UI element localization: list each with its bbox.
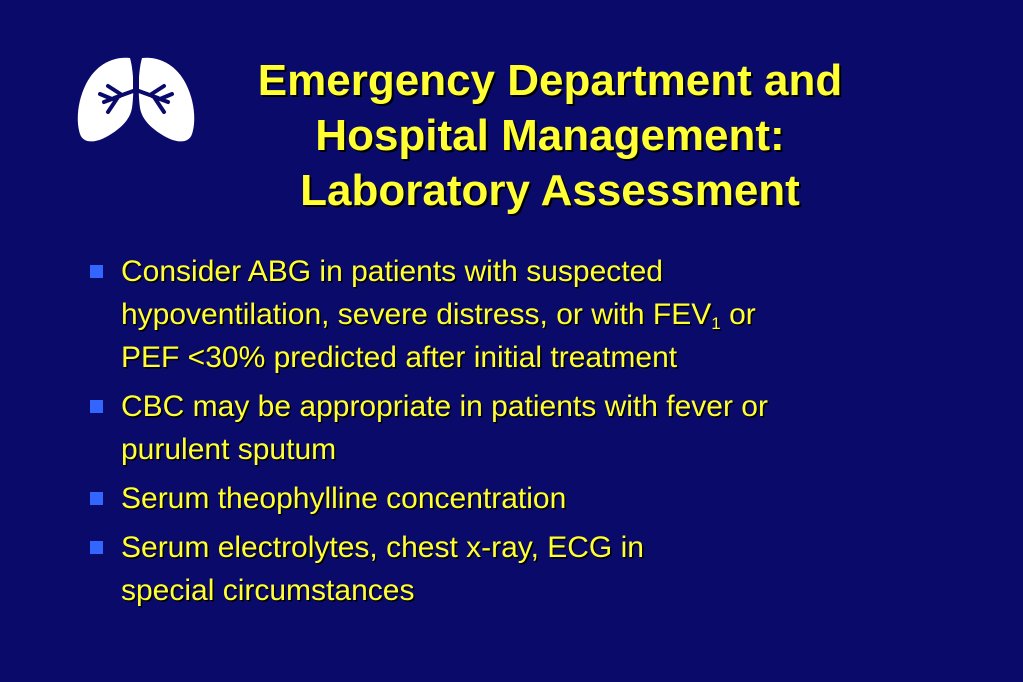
title-line-1: Emergency Department and (257, 56, 843, 105)
subscript-text: 1 (711, 314, 721, 333)
bullet-text: or (720, 298, 756, 331)
bullet-text: hypoventilation, severe distress, or with FEV (121, 298, 712, 331)
bullet-list (88, 250, 908, 618)
bullet-marker-icon (90, 492, 103, 505)
bullet-line: CBC may be appropriate in patients with fever or (121, 390, 768, 423)
bullet-line: special circumstances (121, 574, 415, 607)
bullet-line: Serum electrolytes, chest x-ray, ECG in (121, 531, 644, 564)
bullet-item-theophylline (88, 477, 908, 520)
bullet-line: Serum theophylline concentration (121, 482, 567, 515)
bullet-marker-icon (90, 400, 103, 413)
bullet-line: Consider ABG in patients with suspected (121, 255, 663, 288)
bullet-item-electrolytes (88, 526, 908, 612)
bullet-item-abg (88, 250, 908, 379)
title-line-2: Hospital Management: (315, 111, 785, 160)
slide-title (200, 53, 900, 218)
bullet-line: PEF <30% predicted after initial treatment (121, 341, 678, 374)
lungs-icon (74, 50, 198, 146)
bullet-item-cbc (88, 385, 908, 471)
bullet-line-with-subscript (121, 293, 908, 336)
bullet-marker-icon (90, 541, 103, 554)
bullet-marker-icon (90, 265, 103, 278)
title-line-3: Laboratory Assessment (300, 166, 800, 215)
bullet-line: purulent sputum (121, 433, 337, 466)
